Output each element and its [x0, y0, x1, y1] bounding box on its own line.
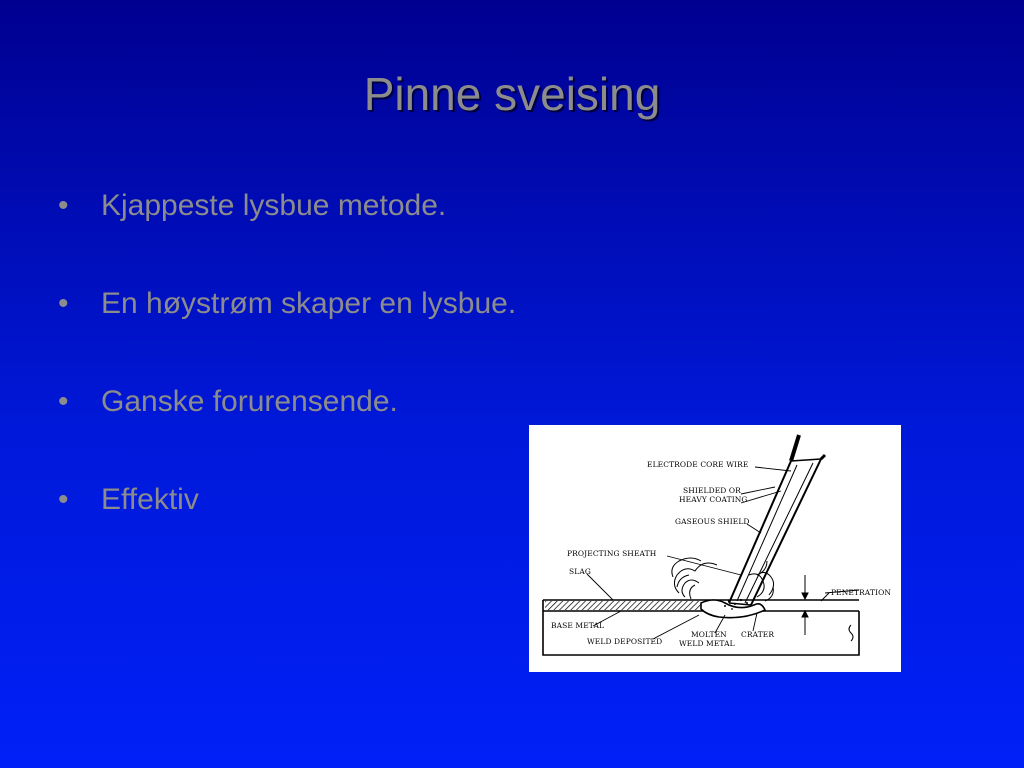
label-base-metal: BASE METAL [551, 621, 605, 630]
bullet-icon: • [58, 483, 69, 516]
label-shielded-or: SHIELDED OR [683, 486, 741, 495]
label-slag: SLAG [569, 567, 591, 576]
gaseous-shield [672, 558, 774, 601]
label-projecting-sheath: PROJECTING SHEATH [567, 549, 657, 558]
bullet-text: Effektiv [101, 483, 199, 516]
label-heavy-coating: HEAVY COATING [679, 495, 748, 504]
bullet-item [58, 382, 516, 421]
bullet-item [58, 480, 516, 519]
bullet-item [58, 284, 516, 323]
slide-title: Pinne sveising [363, 68, 661, 120]
bullet-text: Ganske forurensende. [101, 385, 398, 418]
label-crater: CRATER [741, 630, 775, 639]
label-weld-metal: WELD METAL [679, 639, 735, 648]
label-molten: MOLTEN [691, 630, 727, 639]
bullet-icon: • [58, 189, 69, 222]
bullet-list [58, 186, 516, 578]
label-gaseous-shield: GASEOUS SHIELD [675, 517, 750, 526]
welding-illustration [529, 425, 901, 672]
penetration-marker [802, 575, 853, 641]
bullet-icon: • [58, 287, 69, 320]
bullet-item [58, 186, 516, 225]
bullet-text: En høystrøm skaper en lysbue. [101, 287, 517, 320]
stick-welding-diagram [529, 425, 901, 672]
label-penetration: PENETRATION [831, 588, 891, 597]
label-electrode-core-wire: ELECTRODE CORE WIRE [647, 460, 749, 469]
label-weld-deposited: WELD DEPOSITED [587, 637, 663, 646]
bullet-icon: • [58, 385, 69, 418]
slag-layer [545, 601, 703, 610]
bullet-text: Kjappeste lysbue metode. [101, 189, 447, 222]
